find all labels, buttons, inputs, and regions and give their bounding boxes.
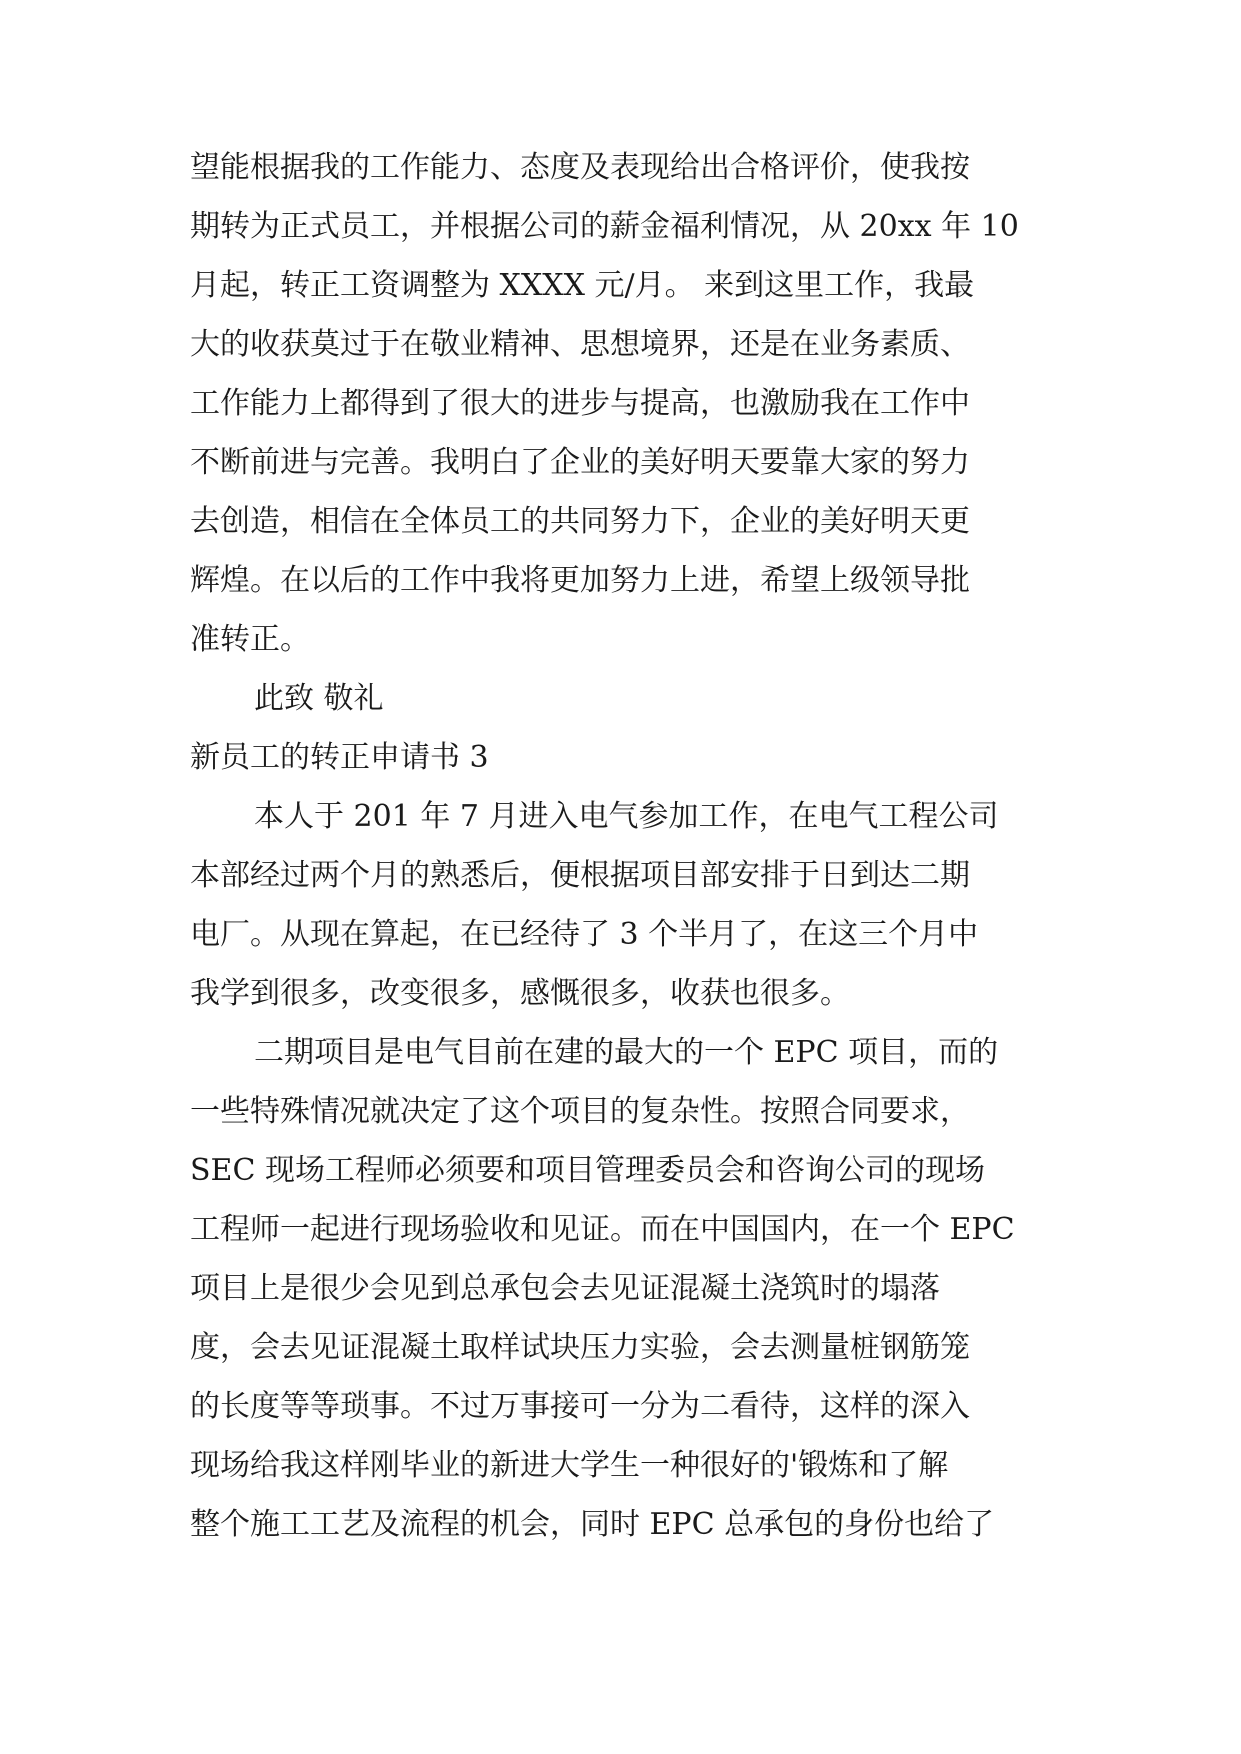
- text-line: 工作能力上都得到了很大的进步与提高，也激励我在工作中: [190, 386, 970, 421]
- text-line: 我学到很多，改变很多，感慨很多，收获也很多。: [190, 976, 850, 1011]
- text-line: 望能根据我的工作能力、态度及表现给出合格评价，使我按: [190, 150, 970, 185]
- text-line: 大的收获莫过于在敬业精神、思想境界，还是在业务素质、: [190, 327, 970, 362]
- text-line: 工程师一起进行现场验收和见证。而在中国国内，在一个 EPC: [190, 1212, 1015, 1247]
- text-line: 电厂。从现在算起，在已经待了 3 个半月了，在这三个月中: [190, 917, 979, 952]
- text-line: 整个施工工艺及流程的机会，同时 EPC 总承包的身份也给了: [190, 1507, 995, 1542]
- section-heading: 新员工的转正申请书 3: [190, 740, 489, 775]
- text-line: 去创造，相信在全体员工的共同努力下，企业的美好明天更: [190, 504, 970, 539]
- text-line: 二期项目是电气目前在建的最大的一个 EPC 项目，而的: [254, 1035, 999, 1070]
- document-body: [190, 138, 1050, 1554]
- text-line: 度，会去见证混凝土取样试块压力实验，会去测量桩钢筋笼: [190, 1330, 970, 1365]
- text-line: 的长度等等琐事。不过万事接可一分为二看待，这样的深入: [190, 1389, 970, 1424]
- text-line: 项目上是很少会见到总承包会去见证混凝土浇筑时的塌落: [190, 1271, 940, 1306]
- text-line: 期转为正式员工，并根据公司的薪金福利情况，从 20xx 年 10: [190, 209, 1019, 244]
- text-line: 现场给我这样刚毕业的新进大学生一种很好的'锻炼和了解: [190, 1448, 949, 1483]
- text-line: 准转正。: [190, 622, 310, 657]
- text-line: 月起，转正工资调整为 XXXX 元/月。 来到这里工作，我最: [190, 268, 975, 303]
- text-line: 一些特殊情况就决定了这个项目的复杂性。按照合同要求，: [190, 1094, 970, 1129]
- text-line: 不断前进与完善。我明白了企业的美好明天要靠大家的努力: [190, 445, 970, 480]
- text-line: 本人于 201 年 7 月进入电气参加工作，在电气工程公司: [254, 799, 999, 834]
- closing-salutation: 此致 敬礼: [254, 681, 384, 716]
- text-line: 本部经过两个月的熟悉后，便根据项目部安排于日到达二期: [190, 858, 970, 893]
- text-line: 辉煌。在以后的工作中我将更加努力上进，希望上级领导批: [190, 563, 970, 598]
- text-line: SEC 现场工程师必须要和项目管理委员会和咨询公司的现场: [190, 1153, 985, 1188]
